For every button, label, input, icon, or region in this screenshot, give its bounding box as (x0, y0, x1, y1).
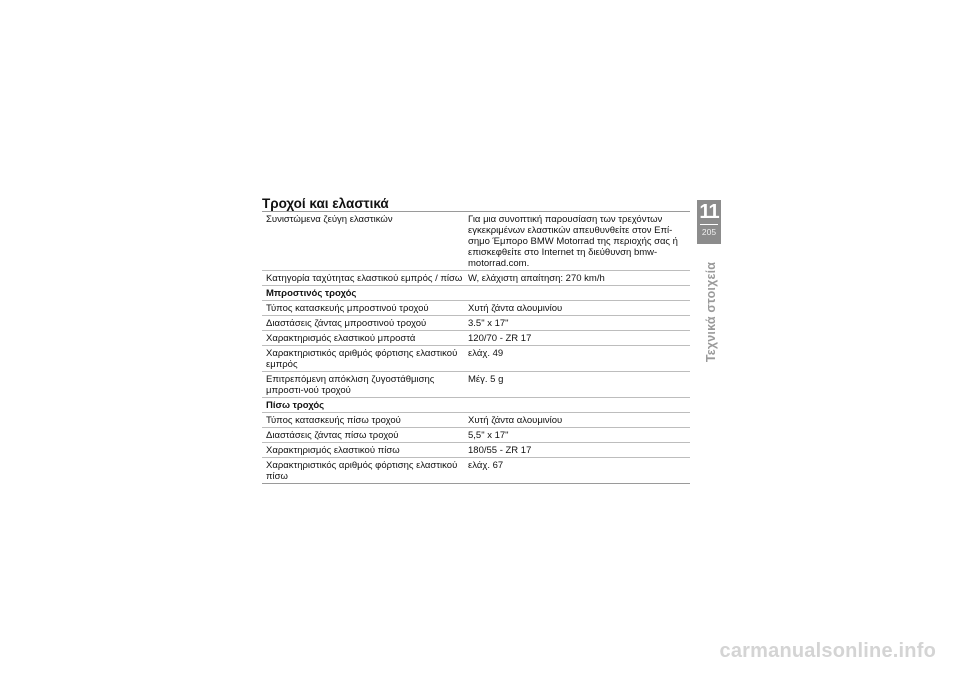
table-row (262, 316, 690, 331)
row-label: Χαρακτηριστικός αριθμός φόρτισης ελαστικού πίσω (266, 460, 458, 482)
chapter-number: 11 (699, 201, 719, 223)
row-value: Χυτή ζάντα αλουμινίου (468, 303, 563, 314)
chapter-tab (697, 200, 721, 244)
row-value: 3.5" x 17" (468, 318, 509, 329)
row-label: Τύπος κατασκευής μπροστινού τροχού (266, 303, 429, 314)
table-row (262, 271, 690, 286)
page-number: 205 (701, 227, 717, 237)
table-row (262, 331, 690, 346)
section-heading-rear: Πίσω τροχός (262, 398, 690, 413)
row-value: Για μια συνοπτική παρουσίαση των τρεχόντων εγκεκριμένων ελαστικών απευθυνθείτε στον Επί-σημο Έμπορο BMW Motorrad της περιοχής σας ή επισκεφθείτε στο Internet τη διεύθυνση bmw-motorrad.com. (468, 214, 678, 269)
row-label: Επιτρεπόμενη απόκλιση ζυγοστάθμισης μπροστι-νού τροχού (266, 374, 435, 396)
table-row (262, 428, 690, 443)
row-label: Τύπος κατασκευής πίσω τροχού (266, 415, 401, 426)
row-label: Χαρακτηρισμός ελαστικού μπροστά (266, 333, 416, 344)
row-label: Συνιστώμενα ζεύγη ελαστικών (266, 214, 393, 225)
table-row (262, 346, 690, 372)
table-row (262, 301, 690, 316)
table-row (262, 413, 690, 428)
row-label: Διαστάσεις ζάντας πίσω τροχού (266, 430, 399, 441)
table-row (262, 211, 690, 271)
table-row (262, 443, 690, 458)
row-value: ελάχ. 49 (468, 348, 504, 359)
row-value: 120/70 - ZR 17 (468, 333, 532, 344)
watermark: carmanualsonline.info (719, 640, 936, 662)
table-row (262, 372, 690, 398)
chapter-name: Τεχνικά στοιχεία (704, 261, 718, 363)
page-title: Τροχοί και ελαστικά (262, 196, 389, 211)
row-label: Χαρακτηρισμός ελαστικού πίσω (266, 445, 400, 456)
row-value: ελάχ. 67 (468, 460, 504, 471)
row-label: Διαστάσεις ζάντας μπροστινού τροχού (266, 318, 427, 329)
row-value: 180/55 - ZR 17 (468, 445, 532, 456)
row-value: Μέγ. 5 g (468, 374, 504, 385)
row-label: Χαρακτηριστικός αριθμός φόρτισης ελαστικού εμπρός (266, 348, 458, 370)
section-heading-front: Μπροστινός τροχός (262, 286, 690, 301)
spec-table (262, 211, 690, 484)
row-label: Κατηγορία ταχύτητας ελαστικού εμπρός / πίσω (266, 273, 463, 284)
row-value: 5,5" x 17" (468, 430, 509, 441)
table-row (262, 458, 690, 484)
row-value: Χυτή ζάντα αλουμινίου (468, 415, 563, 426)
row-value: W, ελάχιστη απαίτηση: 270 km/h (468, 273, 605, 284)
